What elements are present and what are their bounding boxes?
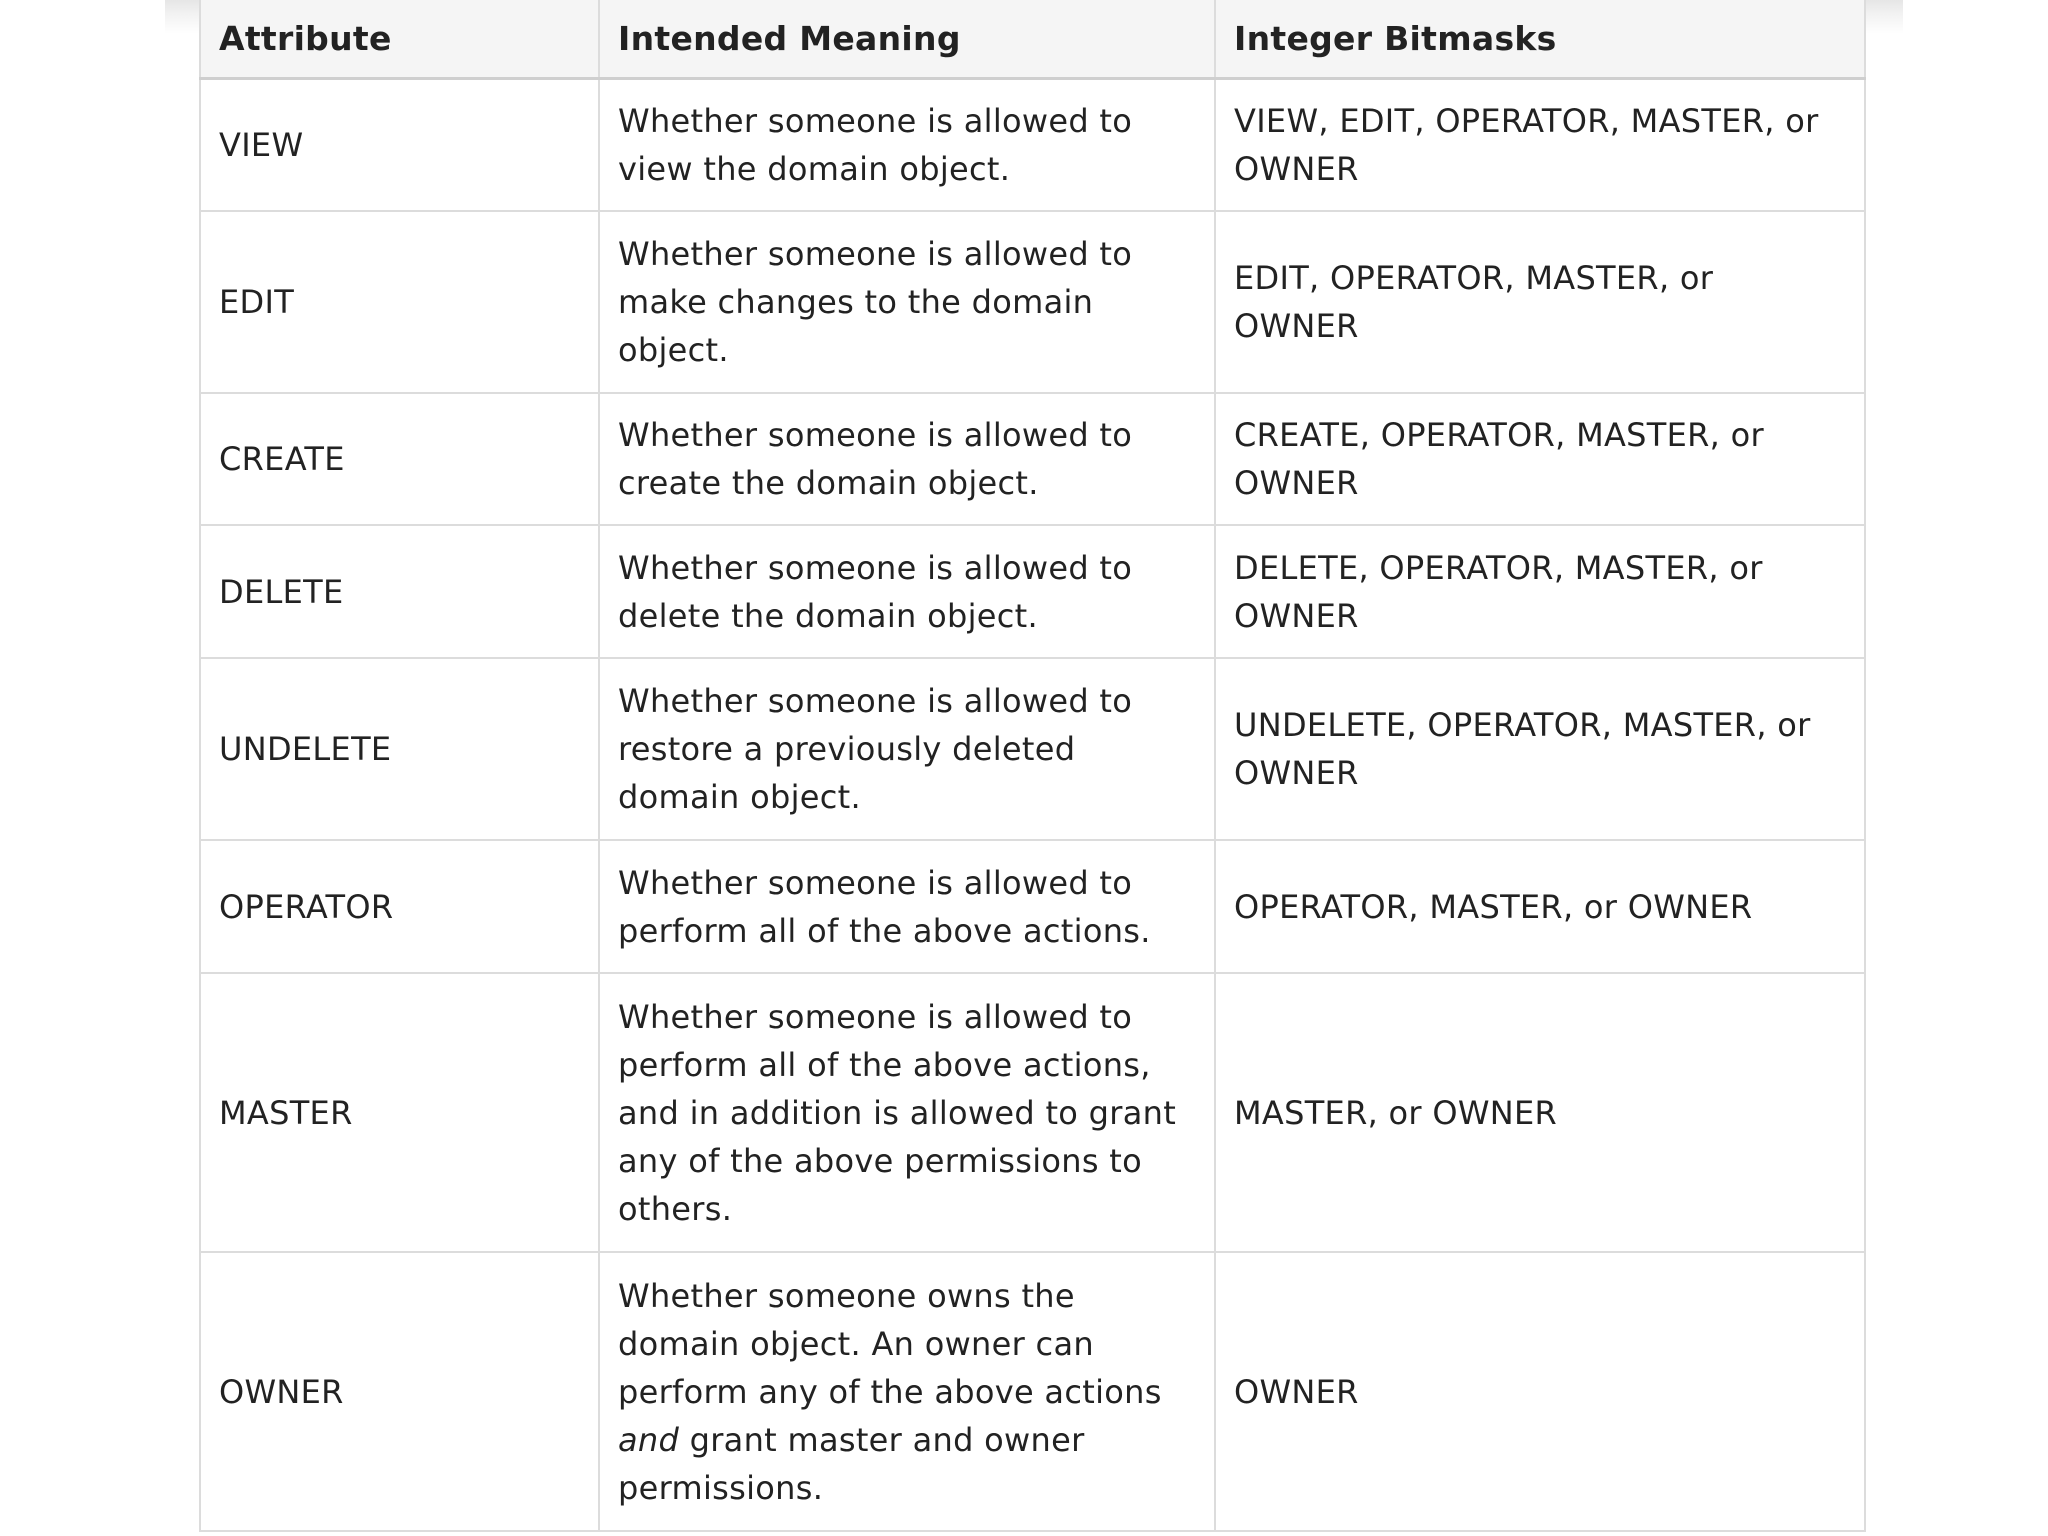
- meaning-text: grant master and owner permissions.: [618, 1420, 1085, 1507]
- header-attribute: Attribute: [200, 0, 599, 79]
- permissions-table: [199, 0, 1866, 1532]
- table-row: [200, 525, 1865, 658]
- meaning-cell: Whether someone is allowed to make changes to the domain object.: [599, 211, 1215, 393]
- meaning-cell: Whether someone is allowed to perform all of the above actions, and in addition is allowed to grant any of the above permissions to others.: [599, 973, 1215, 1252]
- attribute-cell: DELETE: [200, 525, 599, 658]
- meaning-cell: Whether someone is allowed to perform all of the above actions.: [599, 840, 1215, 973]
- bitmasks-cell: MASTER, or OWNER: [1215, 973, 1865, 1252]
- meaning-cell: [599, 1252, 1215, 1531]
- attribute-cell: CREATE: [200, 393, 599, 525]
- table-row: [200, 840, 1865, 973]
- meaning-text: Whether someone owns the domain object. An owner can perform any of the above actions: [618, 1276, 1162, 1411]
- bitmasks-cell: CREATE, OPERATOR, MASTER, or OWNER: [1215, 393, 1865, 525]
- attribute-cell: UNDELETE: [200, 658, 599, 840]
- meaning-cell: Whether someone is allowed to restore a previously deleted domain object.: [599, 658, 1215, 840]
- meaning-cell: Whether someone is allowed to create the domain object.: [599, 393, 1215, 525]
- bitmasks-cell: OPERATOR, MASTER, or OWNER: [1215, 840, 1865, 973]
- meaning-cell: Whether someone is allowed to view the domain object.: [599, 79, 1215, 212]
- attribute-cell: EDIT: [200, 211, 599, 393]
- table-header-row: [200, 0, 1865, 79]
- table-row: [200, 79, 1865, 212]
- emphasis-text: and: [618, 1420, 680, 1459]
- table-row: [200, 658, 1865, 840]
- bitmasks-cell: VIEW, EDIT, OPERATOR, MASTER, or OWNER: [1215, 79, 1865, 212]
- bitmasks-cell: EDIT, OPERATOR, MASTER, or OWNER: [1215, 211, 1865, 393]
- bitmasks-cell: DELETE, OPERATOR, MASTER, or OWNER: [1215, 525, 1865, 658]
- table-row: [200, 211, 1865, 393]
- attribute-cell: MASTER: [200, 973, 599, 1252]
- header-integer-bitmasks: Integer Bitmasks: [1215, 0, 1865, 79]
- attribute-cell: OPERATOR: [200, 840, 599, 973]
- bitmasks-cell: OWNER: [1215, 1252, 1865, 1531]
- attribute-cell: OWNER: [200, 1252, 599, 1531]
- header-intended-meaning: Intended Meaning: [599, 0, 1215, 79]
- table-row: [200, 393, 1865, 525]
- table-row: [200, 973, 1865, 1252]
- table-row: [200, 1252, 1865, 1531]
- bitmasks-cell: UNDELETE, OPERATOR, MASTER, or OWNER: [1215, 658, 1865, 840]
- meaning-cell: Whether someone is allowed to delete the domain object.: [599, 525, 1215, 658]
- attribute-cell: VIEW: [200, 79, 599, 212]
